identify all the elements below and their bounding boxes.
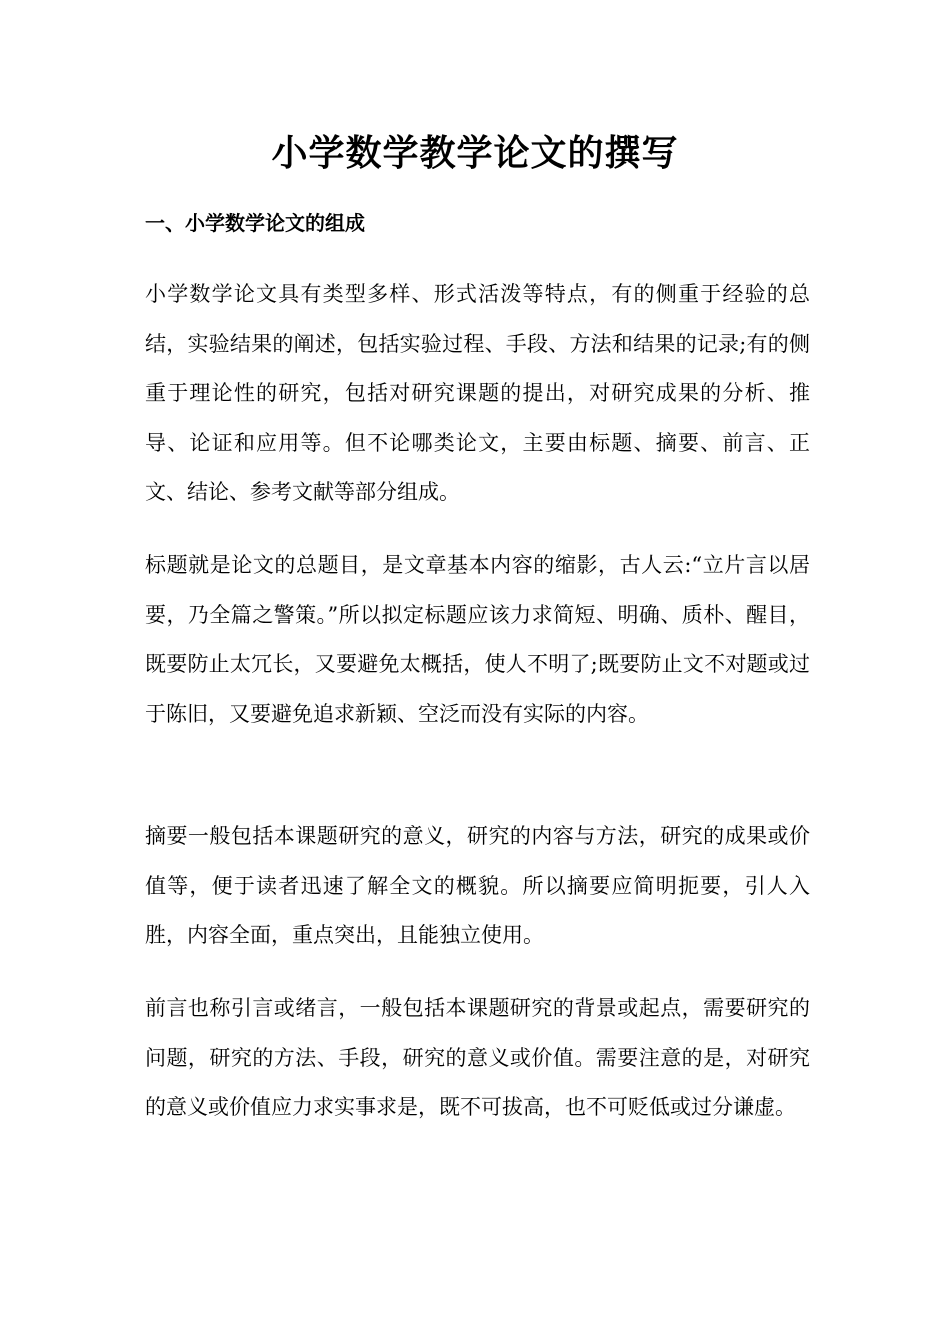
paragraph-introduction: 前言也称引言或绪言，一般包括本课题研究的背景或起点，需要研究的问题，研究的方法、手段，研究的意义或价值。需要注意的是，对研究的意义或价值应力求实事求是，既不可拔高，也不可贬低或过分谦虚。 <box>145 996 810 1119</box>
paragraph-title: 标题就是论文的总题目，是文章基本内容的缩影，古人云:“立片言以居要，乃全篇之警策。”所以拟定标题应该力求简短、明确、质朴、醒目，既要防止太冗长，又要避免太概括，使人不明了;既要防止文不对题或过于陈旧，又要避免追求新颖、空泛而没有实际的内容。 <box>145 553 810 726</box>
document-title: 小学数学教学论文的撰写 <box>271 132 679 174</box>
section-heading: 一、小学数学论文的组成 <box>145 211 365 235</box>
paragraph-abstract: 摘要一般包括本课题研究的意义，研究的内容与方法，研究的成果或价值等，便于读者迅速了解全文的概貌。所以摘要应简明扼要，引人入胜，内容全面，重点突出，且能独立使用。 <box>145 824 810 947</box>
paragraph-composition-overview: 小学数学论文具有类型多样、形式活泼等特点，有的侧重于经验的总结，实验结果的阐述，包括实验过程、手段、方法和结果的记录;有的侧重于理论性的研究，包括对研究课题的提出，对研究成果的分析、推导、论证和应用等。但不论哪类论文，主要由标题、摘要、前言、正文、结论、参考文献等部分组成。 <box>145 282 810 504</box>
